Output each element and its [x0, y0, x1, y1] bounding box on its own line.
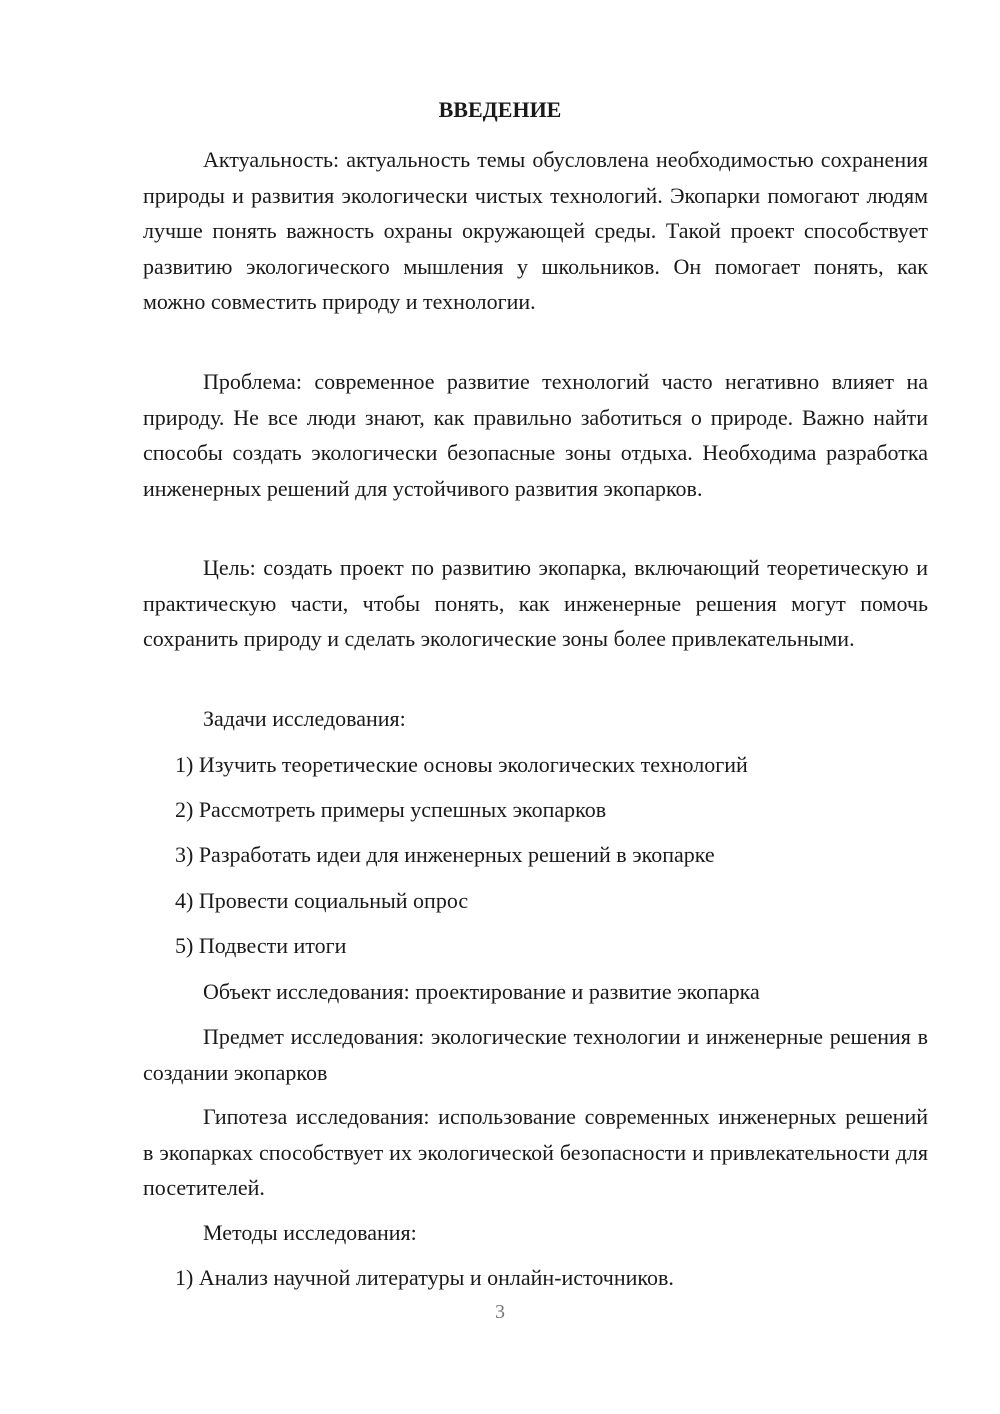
task-item: 3) Разработать идеи для инженерных решений в экопарке: [175, 842, 715, 867]
goal-paragraph: Цель: создать проект по развитию экопарка, включающий теоретическую и практическую части, чтобы понять, как инженерные решения могут помочь сохранить природу и сделать экологические зоны более привлекательными.: [143, 555, 928, 651]
relevance-paragraph: Актуальность: актуальность темы обусловлена необходимостью сохранения природы и развития экологически чистых технологий. Экопарки помогают людям лучше понять важность охраны окружающей среды. Такой проект способствует развитию экологического мышления у школьников. Он помогает понять, как можно совместить природу и технологии.: [143, 147, 928, 314]
task-item: 2) Рассмотреть примеры успешных экопарков: [175, 797, 607, 822]
methods-title: Методы исследования:: [203, 1220, 417, 1245]
section-heading: ВВЕДЕНИЕ: [438, 97, 562, 122]
subject-paragraph: Предмет исследования: экологические технологии и инженерные решения в создании экопарков: [143, 1024, 928, 1085]
method-item: 1) Анализ научной литературы и онлайн-источников.: [175, 1265, 674, 1290]
hypothesis-paragraph: Гипотеза исследования: использование современных инженерных решений в экопарках способствует их экологической безопасности и привлекательности для посетителей.: [143, 1104, 928, 1200]
task-item: 5) Подвести итоги: [175, 933, 347, 958]
problem-paragraph: Проблема: современное развитие технологий часто негативно влияет на природу. Не все люди знают, как правильно заботиться о природе. Важно найти способы создать экологически безопасные зоны отдыха. Необходима разработка инженерных решений для устойчивого развития экопарков.: [143, 369, 928, 501]
page-number: 3: [495, 1301, 505, 1323]
tasks-title: Задачи исследования:: [203, 706, 406, 731]
object-line: Объект исследования: проектирование и развитие экопарка: [203, 979, 760, 1004]
task-item: 1) Изучить теоретические основы экологических технологий: [175, 752, 748, 777]
task-item: 4) Провести социальный опрос: [175, 888, 469, 913]
